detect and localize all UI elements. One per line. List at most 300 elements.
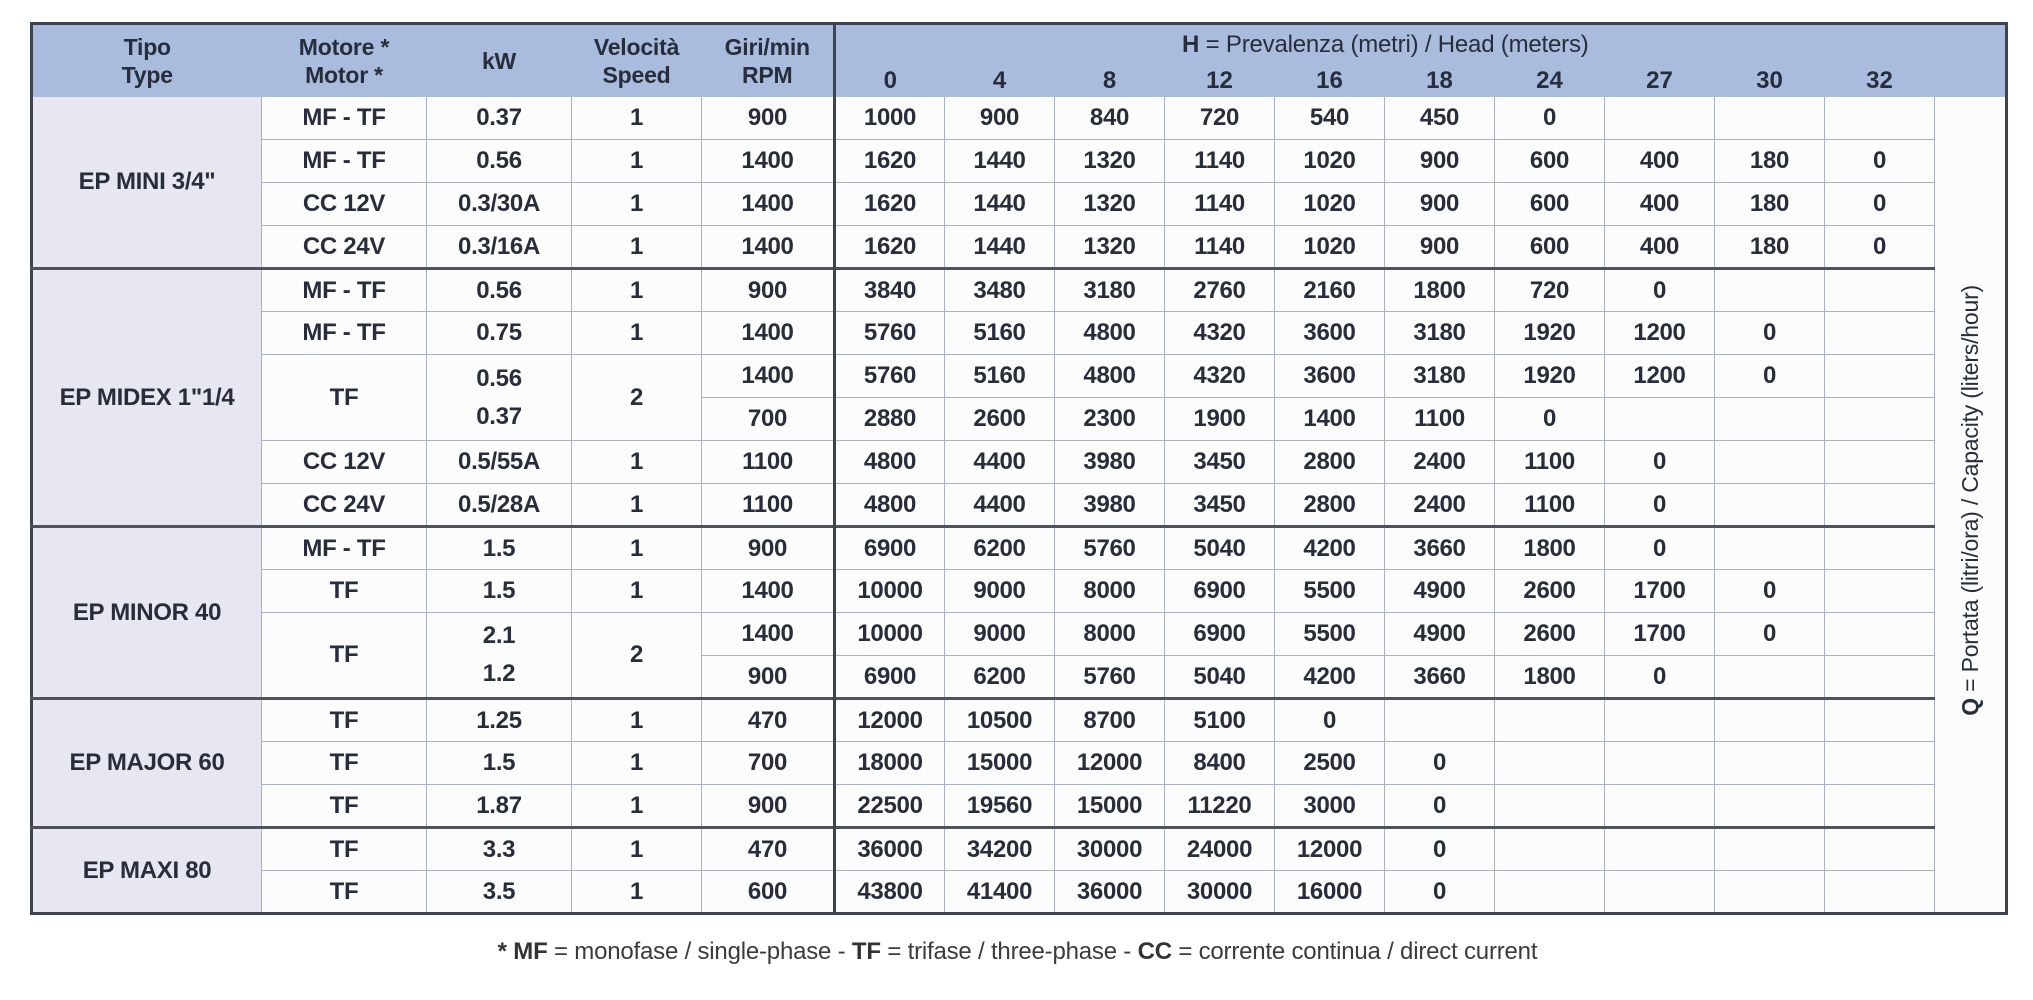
head-value-cell: 4400	[945, 441, 1055, 484]
head-value-cell	[1495, 699, 1605, 742]
head-value-cell: 4200	[1275, 656, 1385, 699]
head-value-cell: 0	[1605, 656, 1715, 699]
pump-type-cell: EP MAXI 80	[32, 828, 262, 914]
kw-cell: 0.3/30A	[427, 183, 572, 226]
head-value-cell: 8000	[1055, 613, 1165, 656]
table-row	[32, 871, 2007, 914]
head-value-cell: 0	[1825, 226, 1935, 269]
head-title: = Prevalenza (metri) / Head (meters)	[1199, 31, 1589, 59]
head-value-cell: 1620	[835, 140, 945, 183]
head-value-cell	[1605, 871, 1715, 914]
head-value-cell	[1715, 527, 1825, 570]
head-value-cell: 9000	[945, 570, 1055, 613]
head-value-cell: 0	[1495, 97, 1605, 140]
kw-cell: 0.5/55A	[427, 441, 572, 484]
rpm-cell: 900	[702, 656, 835, 699]
head-value-header: 30	[1715, 66, 1825, 97]
head-value-cell: 36000	[1055, 871, 1165, 914]
col-header-kw-label: kW	[481, 47, 517, 74]
head-value-header: 32	[1825, 66, 1935, 97]
head-value-cell: 180	[1715, 183, 1825, 226]
table-row	[32, 699, 2007, 742]
motor-cell: MF - TF	[262, 527, 427, 570]
head-value-cell: 1400	[1275, 398, 1385, 441]
head-value-cell	[1825, 699, 1935, 742]
table-header	[32, 24, 2007, 97]
head-value-cell: 1100	[1495, 441, 1605, 484]
table-row	[32, 140, 2007, 183]
head-value-cell: 5500	[1275, 570, 1385, 613]
motor-cell: MF - TF	[262, 269, 427, 312]
head-value-cell: 5760	[1055, 527, 1165, 570]
speed-cell: 1	[572, 484, 702, 527]
head-value-cell	[1825, 570, 1935, 613]
col-header-motore-it: Motore *	[298, 33, 390, 60]
head-value-cell	[1825, 97, 1935, 140]
rpm-cell: 900	[702, 97, 835, 140]
head-value-cell: 24000	[1165, 828, 1275, 871]
head-value-cell: 4800	[835, 441, 945, 484]
head-value-cell: 15000	[945, 742, 1055, 785]
head-value-cell: 6900	[1165, 570, 1275, 613]
footnote-text: = corrente continua / direct current	[1178, 938, 1538, 965]
head-value-header: 0	[835, 66, 945, 97]
head-value-cell: 5760	[835, 355, 945, 398]
head-value-cell	[1825, 527, 1935, 570]
pump-type-cell: EP MINI 3/4"	[32, 97, 262, 269]
head-value-cell: 0	[1715, 355, 1825, 398]
rpm-cell: 470	[702, 699, 835, 742]
col-header-speed-it: Velocità	[593, 33, 680, 60]
kw-cell: 0.56	[427, 140, 572, 183]
kw-cell: 3.5	[427, 871, 572, 914]
head-value-cell: 11220	[1165, 785, 1275, 828]
table-row	[32, 226, 2007, 269]
head-value-cell	[1715, 656, 1825, 699]
speed-cell: 1	[572, 871, 702, 914]
speed-cell: 1	[572, 226, 702, 269]
head-value-cell: 1020	[1275, 183, 1385, 226]
table-row	[32, 742, 2007, 785]
col-header-tipo-en: Type	[121, 61, 173, 88]
head-value-cell: 30000	[1165, 871, 1275, 914]
head-value-cell: 0	[1715, 312, 1825, 355]
head-value-cell: 8700	[1055, 699, 1165, 742]
head-value-cell: 1700	[1605, 613, 1715, 656]
table-row	[32, 183, 2007, 226]
head-value-cell: 840	[1055, 97, 1165, 140]
head-value-cell	[1825, 398, 1935, 441]
head-value-cell: 1800	[1495, 656, 1605, 699]
rpm-cell: 1400	[702, 570, 835, 613]
head-value-cell: 6900	[835, 656, 945, 699]
head-value-cell: 1320	[1055, 140, 1165, 183]
head-value-cell: 1020	[1275, 140, 1385, 183]
footnote-abbreviation: CC	[1137, 938, 1179, 965]
motor-cell: CC 24V	[262, 484, 427, 527]
head-value-cell: 3180	[1055, 269, 1165, 312]
motor-cell: TF	[262, 613, 427, 699]
rpm-cell: 700	[702, 742, 835, 785]
head-value-header: 27	[1605, 66, 1715, 97]
head-value-cell: 12000	[1055, 742, 1165, 785]
rpm-cell: 1400	[702, 613, 835, 656]
head-value-cell	[1825, 656, 1935, 699]
head-value-cell	[1495, 785, 1605, 828]
head-value-cell: 12000	[835, 699, 945, 742]
head-value-header: 18	[1385, 66, 1495, 97]
head-value-cell	[1825, 828, 1935, 871]
motor-cell: TF	[262, 742, 427, 785]
kw-cell: 0.3/16A	[427, 226, 572, 269]
col-header-rpm-it: Giri/min	[724, 33, 810, 60]
q-axis-label: Q = Portata (litri/ora) / Capacity (liters/hour)	[1956, 285, 1983, 717]
head-value-cell	[1495, 742, 1605, 785]
speed-cell: 1	[572, 183, 702, 226]
rpm-cell: 900	[702, 269, 835, 312]
head-value-cell: 0	[1275, 699, 1385, 742]
head-value-header: 8	[1055, 66, 1165, 97]
head-value-cell: 1020	[1275, 226, 1385, 269]
head-value-cell: 30000	[1055, 828, 1165, 871]
head-value-cell: 1620	[835, 226, 945, 269]
head-value-cell	[1715, 785, 1825, 828]
head-value-cell: 0	[1825, 140, 1935, 183]
q-axis-cell	[1935, 97, 2007, 914]
pump-capacity-table	[30, 22, 2008, 915]
table-row	[32, 527, 2007, 570]
rpm-cell: 1400	[702, 226, 835, 269]
head-value-cell: 0	[1825, 183, 1935, 226]
rpm-cell: 900	[702, 785, 835, 828]
speed-cell: 1	[572, 699, 702, 742]
rpm-cell: 1100	[702, 484, 835, 527]
head-value-cell: 1200	[1605, 355, 1715, 398]
head-value-cell: 4800	[1055, 312, 1165, 355]
head-value-cell: 5160	[945, 355, 1055, 398]
motor-cell: MF - TF	[262, 97, 427, 140]
table-row	[32, 785, 2007, 828]
head-value-cell	[1715, 484, 1825, 527]
head-value-cell	[1605, 742, 1715, 785]
head-value-cell	[1825, 269, 1935, 312]
motor-cell: CC 24V	[262, 226, 427, 269]
motor-cell: CC 12V	[262, 183, 427, 226]
motor-cell: MF - TF	[262, 140, 427, 183]
motor-cell: TF	[262, 699, 427, 742]
col-header-tipo-it: Tipo	[123, 33, 171, 60]
head-value-cell: 41400	[945, 871, 1055, 914]
head-value-cell: 400	[1605, 140, 1715, 183]
speed-cell: 1	[572, 570, 702, 613]
head-value-cell: 1620	[835, 183, 945, 226]
head-value-cell: 3600	[1275, 312, 1385, 355]
head-value-cell	[1605, 828, 1715, 871]
head-value-cell: 2880	[835, 398, 945, 441]
head-value-header: 24	[1495, 66, 1605, 97]
col-header-motore	[262, 24, 427, 97]
kw-cell: 1.25	[427, 699, 572, 742]
kw-cell: 3.3	[427, 828, 572, 871]
kw-cell: 0.56	[427, 269, 572, 312]
head-value-cell: 5040	[1165, 527, 1275, 570]
head-value-cell: 0	[1605, 269, 1715, 312]
head-value-cell: 10000	[835, 570, 945, 613]
table-row	[32, 828, 2007, 871]
kw-cell: 1.5	[427, 570, 572, 613]
motor-cell: TF	[262, 828, 427, 871]
speed-cell: 1	[572, 828, 702, 871]
footnote-abbreviation: * MF	[497, 938, 555, 965]
rpm-cell: 600	[702, 871, 835, 914]
head-value-cell: 4320	[1165, 312, 1275, 355]
header-row-titles	[32, 24, 2007, 66]
head-value-cell: 900	[1385, 226, 1495, 269]
footnote-abbreviation: TF	[851, 938, 888, 965]
table-row	[32, 97, 2007, 140]
pump-type-cell: EP MAJOR 60	[32, 699, 262, 828]
head-value-cell: 900	[1385, 140, 1495, 183]
head-value-cell: 3180	[1385, 312, 1495, 355]
col-header-speed	[572, 24, 702, 97]
pump-type-cell: EP MIDEX 1"1/4	[32, 269, 262, 527]
table-row	[32, 269, 2007, 312]
head-value-cell: 450	[1385, 97, 1495, 140]
head-value-cell: 3660	[1385, 656, 1495, 699]
head-value-cell: 540	[1275, 97, 1385, 140]
head-value-cell: 2600	[945, 398, 1055, 441]
head-value-cell	[1825, 484, 1935, 527]
head-value-cell: 9000	[945, 613, 1055, 656]
head-value-cell	[1715, 828, 1825, 871]
head-value-cell: 1900	[1165, 398, 1275, 441]
head-value-cell: 34200	[945, 828, 1055, 871]
head-value-cell: 15000	[1055, 785, 1165, 828]
head-value-cell	[1605, 398, 1715, 441]
head-value-cell: 6900	[835, 527, 945, 570]
head-value-cell	[1715, 441, 1825, 484]
head-value-cell: 2600	[1495, 570, 1605, 613]
kw-cell: 0.75	[427, 312, 572, 355]
col-header-tipo	[32, 24, 262, 97]
pump-type-cell: EP MINOR 40	[32, 527, 262, 699]
head-value-cell: 1140	[1165, 140, 1275, 183]
col-header-speed-en: Speed	[602, 61, 671, 88]
head-value-cell: 720	[1165, 97, 1275, 140]
head-value-cell: 1320	[1055, 183, 1165, 226]
head-value-cell	[1605, 699, 1715, 742]
kw-cell: 1.5	[427, 527, 572, 570]
head-value-cell	[1825, 871, 1935, 914]
head-value-cell: 2160	[1275, 269, 1385, 312]
head-value-cell: 3450	[1165, 484, 1275, 527]
head-value-cell: 12000	[1275, 828, 1385, 871]
head-value-cell: 1800	[1385, 269, 1495, 312]
head-value-cell: 5760	[835, 312, 945, 355]
head-value-cell: 5500	[1275, 613, 1385, 656]
head-value-cell	[1605, 785, 1715, 828]
head-value-header: 12	[1165, 66, 1275, 97]
head-value-cell: 4900	[1385, 613, 1495, 656]
head-value-cell	[1385, 699, 1495, 742]
head-value-cell	[1715, 398, 1825, 441]
head-value-cell: 4800	[835, 484, 945, 527]
head-value-cell: 5760	[1055, 656, 1165, 699]
head-value-cell: 4800	[1055, 355, 1165, 398]
head-value-cell	[1825, 742, 1935, 785]
kw-cell: 0.56 0.37	[427, 355, 572, 441]
head-value-cell: 2800	[1275, 484, 1385, 527]
head-value-cell: 10500	[945, 699, 1055, 742]
kw-cell: 2.1 1.2	[427, 613, 572, 699]
head-value-cell: 1140	[1165, 226, 1275, 269]
head-value-cell: 3660	[1385, 527, 1495, 570]
head-value-cell: 900	[1385, 183, 1495, 226]
head-value-cell	[1825, 613, 1935, 656]
col-header-kw	[427, 24, 572, 97]
head-value-cell: 2760	[1165, 269, 1275, 312]
head-value-cell: 3980	[1055, 484, 1165, 527]
head-value-cell: 4400	[945, 484, 1055, 527]
head-value-cell: 1320	[1055, 226, 1165, 269]
head-value-cell: 0	[1495, 398, 1605, 441]
head-value-cell: 2400	[1385, 484, 1495, 527]
head-value-cell: 6900	[1165, 613, 1275, 656]
col-header-motore-en: Motor *	[305, 61, 383, 88]
head-value-cell	[1715, 742, 1825, 785]
head-value-cell: 2500	[1275, 742, 1385, 785]
head-value-cell: 0	[1385, 871, 1495, 914]
head-value-cell	[1715, 97, 1825, 140]
head-value-cell: 0	[1715, 613, 1825, 656]
speed-cell: 1	[572, 140, 702, 183]
head-value-cell: 0	[1605, 527, 1715, 570]
motor-cell: MF - TF	[262, 312, 427, 355]
speed-cell: 1	[572, 785, 702, 828]
head-value-cell: 8400	[1165, 742, 1275, 785]
table-row	[32, 355, 2007, 398]
head-value-cell	[1495, 871, 1605, 914]
kw-cell: 1.87	[427, 785, 572, 828]
motor-cell: TF	[262, 570, 427, 613]
head-value-cell	[1825, 785, 1935, 828]
table-row	[32, 570, 2007, 613]
speed-cell: 2	[572, 355, 702, 441]
head-value-cell: 5040	[1165, 656, 1275, 699]
head-value-cell: 3450	[1165, 441, 1275, 484]
head-value-cell: 600	[1495, 226, 1605, 269]
head-value-cell: 18000	[835, 742, 945, 785]
rpm-cell: 1400	[702, 140, 835, 183]
head-value-cell: 1920	[1495, 355, 1605, 398]
head-value-cell: 3180	[1385, 355, 1495, 398]
head-value-cell: 19560	[945, 785, 1055, 828]
head-value-cell: 4200	[1275, 527, 1385, 570]
head-value-header: 4	[945, 66, 1055, 97]
head-value-cell: 8000	[1055, 570, 1165, 613]
speed-cell: 2	[572, 613, 702, 699]
head-value-cell: 10000	[835, 613, 945, 656]
head-value-cell: 0	[1385, 828, 1495, 871]
table-row	[32, 312, 2007, 355]
head-value-cell: 3000	[1275, 785, 1385, 828]
head-value-cell: 5100	[1165, 699, 1275, 742]
table-body	[32, 97, 2007, 914]
head-value-cell: 22500	[835, 785, 945, 828]
rpm-cell: 1400	[702, 312, 835, 355]
head-value-cell	[1715, 269, 1825, 312]
speed-cell: 1	[572, 742, 702, 785]
head-value-cell: 4900	[1385, 570, 1495, 613]
head-value-cell: 3480	[945, 269, 1055, 312]
speed-cell: 1	[572, 97, 702, 140]
head-value-cell: 2400	[1385, 441, 1495, 484]
head-value-cell: 3840	[835, 269, 945, 312]
head-value-cell: 36000	[835, 828, 945, 871]
footnote-text: = trifase / three-phase -	[887, 938, 1138, 965]
motor-cell: TF	[262, 355, 427, 441]
rpm-cell: 900	[702, 527, 835, 570]
head-value-cell: 900	[945, 97, 1055, 140]
col-header-rpm	[702, 24, 835, 97]
kw-cell: 1.5	[427, 742, 572, 785]
rpm-cell: 1400	[702, 183, 835, 226]
rpm-cell: 1400	[702, 355, 835, 398]
footnote-text: = monofase / single-phase -	[554, 938, 852, 965]
head-value-cell: 400	[1605, 183, 1715, 226]
head-value-cell: 720	[1495, 269, 1605, 312]
head-value-cell: 1100	[1495, 484, 1605, 527]
head-value-cell: 16000	[1275, 871, 1385, 914]
head-value-cell: 0	[1605, 441, 1715, 484]
head-value-cell: 1800	[1495, 527, 1605, 570]
table-row	[32, 441, 2007, 484]
head-value-cell: 5160	[945, 312, 1055, 355]
head-value-cell: 2300	[1055, 398, 1165, 441]
head-value-cell: 3980	[1055, 441, 1165, 484]
speed-cell: 1	[572, 312, 702, 355]
head-value-cell: 1100	[1385, 398, 1495, 441]
speed-cell: 1	[572, 441, 702, 484]
head-value-cell: 3600	[1275, 355, 1385, 398]
col-header-rpm-en: RPM	[741, 61, 793, 88]
head-value-cell	[1495, 828, 1605, 871]
head-value-cell: 1200	[1605, 312, 1715, 355]
head-value-cell: 4320	[1165, 355, 1275, 398]
head-value-cell: 0	[1385, 742, 1495, 785]
head-value-cell: 1000	[835, 97, 945, 140]
head-value-cell: 1440	[945, 226, 1055, 269]
head-value-cell: 43800	[835, 871, 945, 914]
head-value-cell: 2600	[1495, 613, 1605, 656]
head-value-cell	[1715, 699, 1825, 742]
head-value-cell: 180	[1715, 140, 1825, 183]
head-value-cell: 1440	[945, 183, 1055, 226]
head-value-cell: 0	[1385, 785, 1495, 828]
kw-cell: 0.37	[427, 97, 572, 140]
motor-cell: CC 12V	[262, 441, 427, 484]
head-value-cell	[1825, 441, 1935, 484]
motor-cell: TF	[262, 785, 427, 828]
rpm-cell: 1100	[702, 441, 835, 484]
speed-cell: 1	[572, 269, 702, 312]
speed-cell: 1	[572, 527, 702, 570]
head-value-cell: 600	[1495, 140, 1605, 183]
col-header-capacity	[1935, 24, 2007, 97]
head-value-cell: 6200	[945, 527, 1055, 570]
head-value-cell: 180	[1715, 226, 1825, 269]
head-value-cell: 600	[1495, 183, 1605, 226]
